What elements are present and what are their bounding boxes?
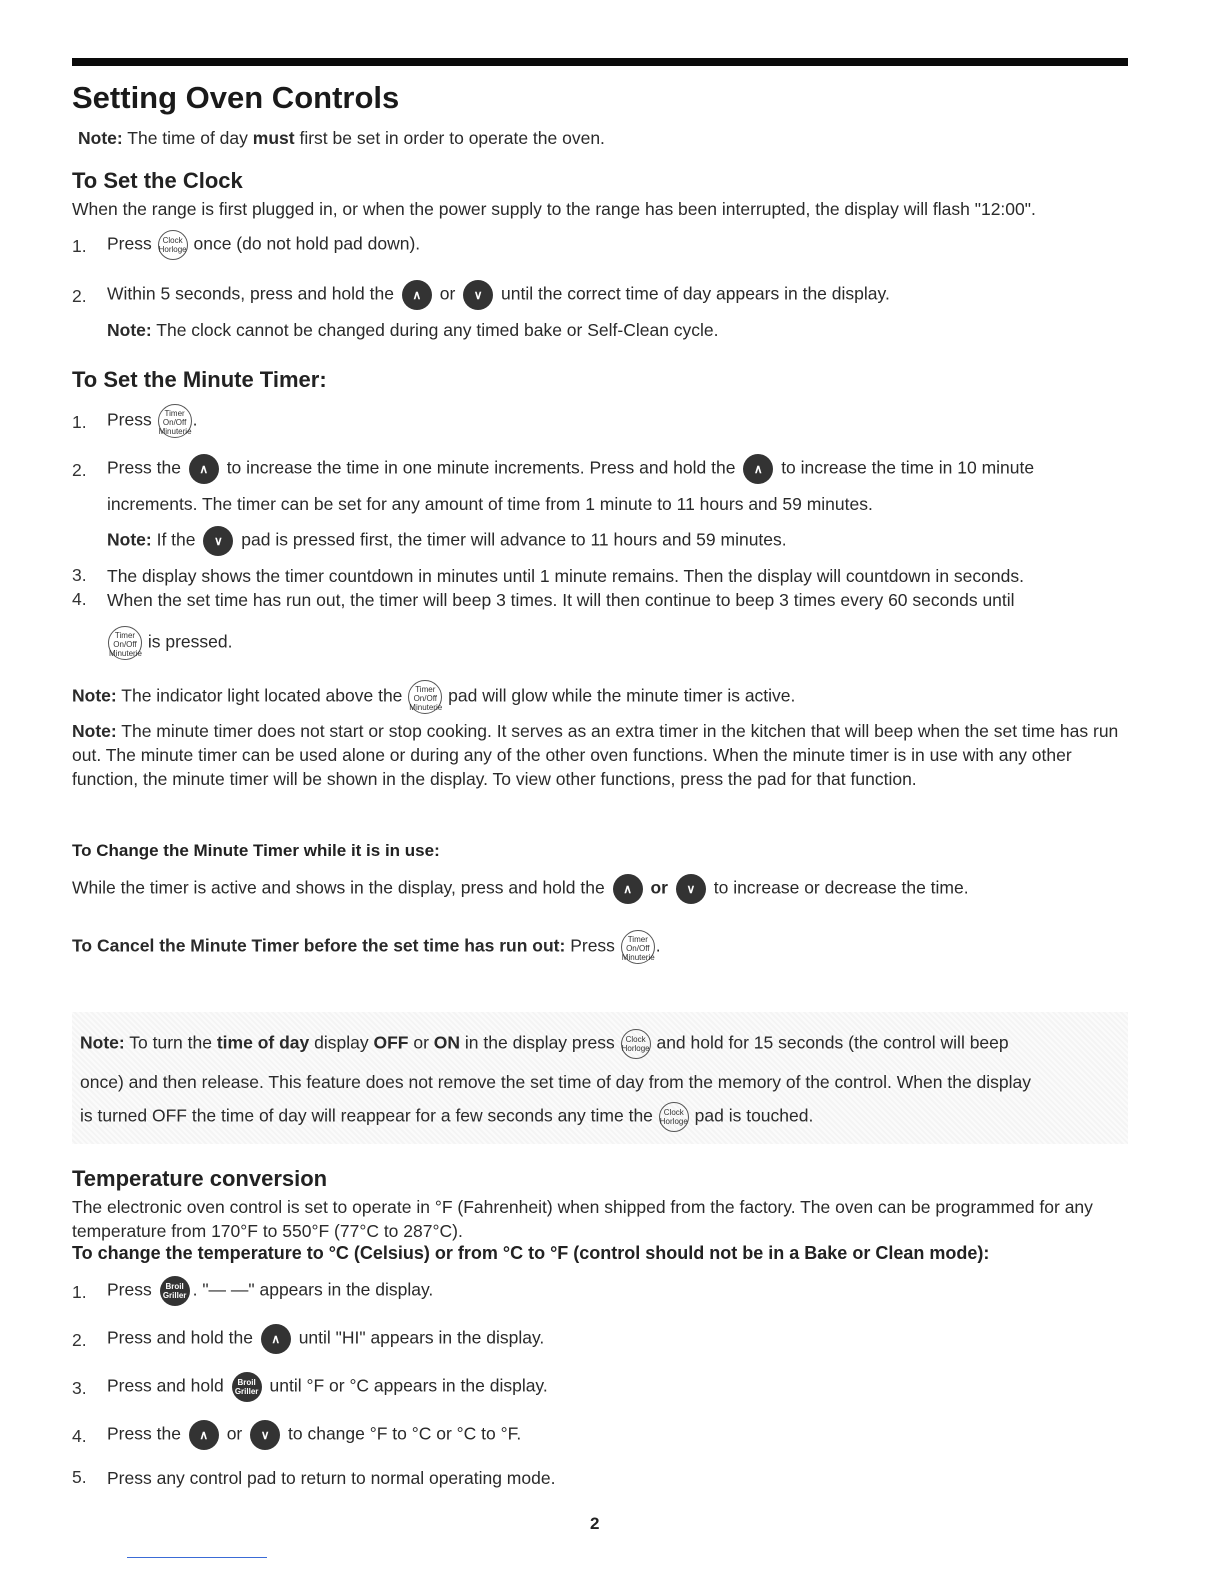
clock-step-2: Within 5 seconds, press and hold the ∧ or ∨ until the correct time of day appears in the display. (107, 280, 890, 310)
clock-pad-icon: Clock Horloge (158, 230, 188, 260)
temp-step-3: Press and hold Broil Griller until °F or °C appears in the display. (107, 1372, 548, 1402)
up-arrow-icon: ∧ (402, 280, 432, 310)
clock-pad-icon: Clock Horloge (621, 1029, 651, 1059)
timer-pad-icon: Timer On/Off Minuterie (158, 404, 192, 438)
timer-pad-icon: Timer On/Off Minuterie (621, 930, 655, 964)
timer-note-3: Note: The minute timer does not start or stop cooking. It serves as an extra timer in the kitchen that will beep when the set time has run out. The minute timer can be used alone or during any of the other oven functions. When the minute timer is in use with any other function, the minute timer will be shown in the display. To view other functions, press the pad for that function. (72, 721, 1119, 789)
broil-pad-icon: Broil Griller (232, 1372, 262, 1402)
timer-step-3: The display shows the timer countdown in minutes until 1 minute remains. Then the display will countdown in seconds. (107, 566, 1024, 586)
cancel-timer: To Cancel the Minute Timer before the set time has run out: Press Timer On/Off Minuterie. (72, 930, 661, 964)
down-arrow-icon: ∨ (250, 1420, 280, 1450)
timer-step-1: Press Timer On/Off Minuterie. (107, 404, 197, 438)
clock-heading: To Set the Clock (72, 168, 243, 193)
timer-step-2: Press the ∧ to increase the time in one minute increments. Press and hold the ∧ to increase the time in 10 minute (107, 454, 1034, 484)
temp-subheading: To change the temperature to °C (Celsius) or from °C to °F (control should not be in a Bake or Clean mode): (72, 1243, 990, 1263)
timer-step-2-line-2: increments. The timer can be set for any amount of time from 1 minute to 11 hours and 59 minutes. (107, 494, 873, 514)
clock-note: Note: The clock cannot be changed during any timed bake or Self-Clean cycle. (107, 320, 719, 340)
clock-desc: When the range is first plugged in, or when the power supply to the range has been interrupted, the display will flash "12:00". (72, 199, 1036, 219)
up-arrow-icon: ∧ (613, 874, 643, 904)
up-arrow-icon: ∧ (743, 454, 773, 484)
clock-pad-icon: Clock Horloge (659, 1102, 689, 1132)
timer-step-4-cont: Timer On/Off Minuterie is pressed. (107, 626, 233, 660)
temp-step-1: Press Broil Griller . "— —" appears in the display. (107, 1276, 433, 1306)
temp-heading: Temperature conversion (72, 1166, 328, 1191)
timer-note-2: Note: The indicator light located above the Timer On/Off Minuterie pad will glow while the minute timer is active. (72, 680, 795, 714)
change-timer-text: While the timer is active and shows in the display, press and hold the ∧ or ∨ to increase or decrease the time. (72, 874, 969, 904)
temp-step-2: Press and hold the ∧ until "HI" appears in the display. (107, 1324, 544, 1354)
timer-note-1: Note: If the ∨ pad is pressed first, the timer will advance to 11 hours and 59 minutes. (107, 526, 787, 556)
change-timer-heading: To Change the Minute Timer while it is in use: (72, 841, 440, 860)
up-arrow-icon: ∧ (189, 454, 219, 484)
down-arrow-icon: ∨ (676, 874, 706, 904)
down-arrow-icon: ∨ (463, 280, 493, 310)
note-label: Note: (78, 128, 123, 148)
page-number: 2 (590, 1514, 600, 1533)
timer-pad-icon: Timer On/Off Minuterie (408, 680, 442, 714)
top-rule (72, 58, 1128, 66)
timer-pad-icon: Timer On/Off Minuterie (108, 626, 142, 660)
footer-rule (127, 1557, 267, 1558)
timer-step-4: When the set time has run out, the timer will beep 3 times. It will then continue to beep 3 times every 60 seconds until (107, 590, 1015, 610)
up-arrow-icon: ∧ (261, 1324, 291, 1354)
temp-step-4: Press the ∧ or ∨ to change °F to °C or °C to °F. (107, 1420, 521, 1450)
tod-note-line-3: is turned OFF the time of day will reappear for a few seconds any time the Clock Horloge pad is touched. (80, 1102, 813, 1132)
intro-note: Note: The time of day must first be set in order to operate the oven. (78, 128, 605, 148)
temp-desc: The electronic oven control is set to operate in °F (Fahrenheit) when shipped from the factory. The oven can be programmed for any temperature from 170°F to 550°F (77°C to 287°C). (72, 1197, 1093, 1241)
tod-note-line-1: Note: To turn the time of day display OFF or ON in the display press Clock Horloge and hold for 15 seconds (the control will beep (80, 1029, 1009, 1059)
clock-step-1: Press Clock Horloge once (do not hold pad down). (107, 230, 420, 260)
down-arrow-icon: ∨ (203, 526, 233, 556)
up-arrow-icon: ∧ (189, 1420, 219, 1450)
temp-step-5: Press any control pad to return to normal operating mode. (107, 1468, 556, 1488)
timer-heading: To Set the Minute Timer: (72, 367, 327, 392)
page-title: Setting Oven Controls (72, 80, 400, 115)
broil-pad-icon: Broil Griller (160, 1276, 190, 1306)
tod-note-line-2: once) and then release. This feature does not remove the set time of day from the memory of the control. When the display (80, 1072, 1032, 1092)
